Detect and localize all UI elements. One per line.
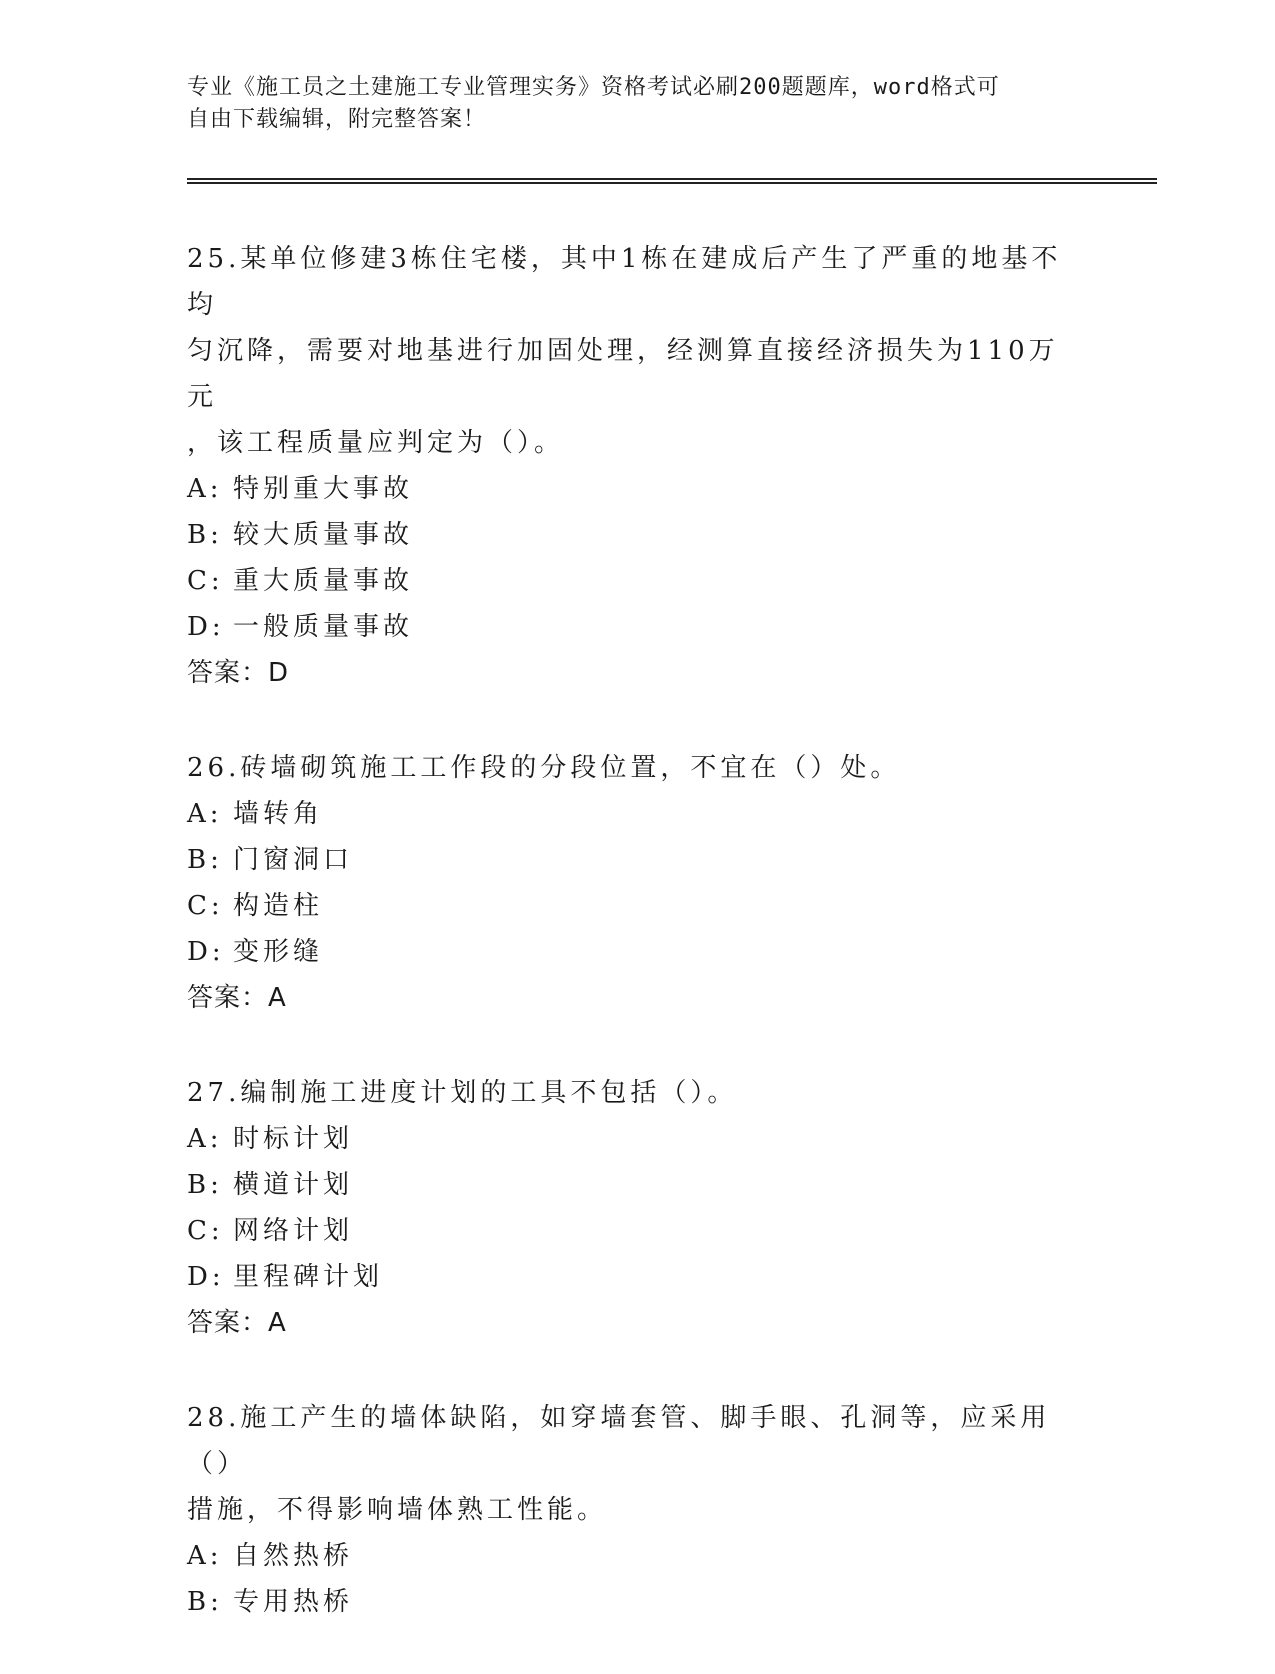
question-stem-line: ，该工程质量应判定为（）。: [187, 428, 565, 458]
question-stem-line: 27.编制施工进度计划的工具不包括（）。: [187, 1078, 738, 1108]
header-line-2: 自由下载编辑，附完整答案！: [187, 107, 487, 132]
answer-option: [187, 512, 1087, 558]
option-letter: B:: [187, 520, 223, 550]
header-line-1: 专业《施工员之土建施工专业管理实务》资格考试必刷200题题库，word格式可: [187, 75, 1000, 100]
option-letter: C:: [187, 566, 224, 596]
question-item: [187, 1070, 1087, 1346]
answer-option: [187, 837, 1087, 883]
question-stem-line: 25.某单位修建3栋住宅楼，其中1栋在建成后产生了严重的地基不均: [187, 244, 1062, 320]
document-header: [187, 72, 1067, 136]
option-letter: C:: [187, 891, 224, 921]
option-text: 构造柱: [233, 891, 324, 921]
option-text: 变形缝: [233, 937, 324, 967]
option-text: 特别重大事故: [233, 474, 414, 504]
answer-option: [187, 929, 1087, 975]
option-text: 重大质量事故: [233, 566, 414, 596]
option-text: 横道计划: [233, 1170, 354, 1200]
option-letter: A:: [187, 1541, 223, 1571]
question-item: [187, 236, 1087, 696]
option-letter: B:: [187, 1587, 223, 1617]
answer-option: [187, 791, 1087, 837]
answer-option: [187, 466, 1087, 512]
option-letter: D:: [187, 937, 225, 967]
option-text: 门窗洞口: [233, 845, 354, 875]
question-list: [187, 236, 1087, 1674]
answer-option: [187, 558, 1087, 604]
option-letter: A:: [187, 474, 223, 504]
answer-option: [187, 1116, 1087, 1162]
option-text: 时标计划: [233, 1124, 354, 1154]
option-text: 专用热桥: [233, 1587, 354, 1617]
option-letter: A:: [187, 1124, 223, 1154]
option-letter: A:: [187, 799, 223, 829]
answer-key: 答案：D: [187, 658, 290, 688]
option-text: 较大质量事故: [233, 520, 414, 550]
answer-key: 答案：A: [187, 983, 287, 1013]
question-stem-line: 28.施工产生的墙体缺陷，如穿墙套管、脚手眼、孔洞等，应采用（）: [187, 1403, 1051, 1479]
header-divider: [187, 178, 1157, 184]
question-stem-line: 匀沉降，需要对地基进行加固处理，经测算直接经济损失为110万元: [187, 336, 1059, 412]
option-text: 一般质量事故: [233, 612, 414, 642]
option-text: 墙转角: [233, 799, 324, 829]
question-item: [187, 1395, 1087, 1625]
answer-key: 答案：A: [187, 1308, 287, 1338]
answer-option: [187, 604, 1087, 650]
option-letter: C:: [187, 1216, 224, 1246]
answer-option: [187, 1579, 1087, 1625]
option-text: 网络计划: [233, 1216, 354, 1246]
question-stem-line: 措施，不得影响墙体熟工性能。: [187, 1495, 608, 1525]
option-letter: D:: [187, 612, 225, 642]
option-text: 自然热桥: [233, 1541, 354, 1571]
option-letter: B:: [187, 845, 223, 875]
option-letter: B:: [187, 1170, 223, 1200]
answer-option: [187, 1254, 1087, 1300]
answer-option: [187, 1208, 1087, 1254]
question-item: [187, 745, 1087, 1021]
answer-option: [187, 883, 1087, 929]
option-letter: D:: [187, 1262, 225, 1292]
answer-option: [187, 1162, 1087, 1208]
option-text: 里程碑计划: [233, 1262, 384, 1292]
answer-option: [187, 1533, 1087, 1579]
question-stem-line: 26.砖墙砌筑施工工作段的分段位置，不宜在（）处。: [187, 753, 901, 783]
